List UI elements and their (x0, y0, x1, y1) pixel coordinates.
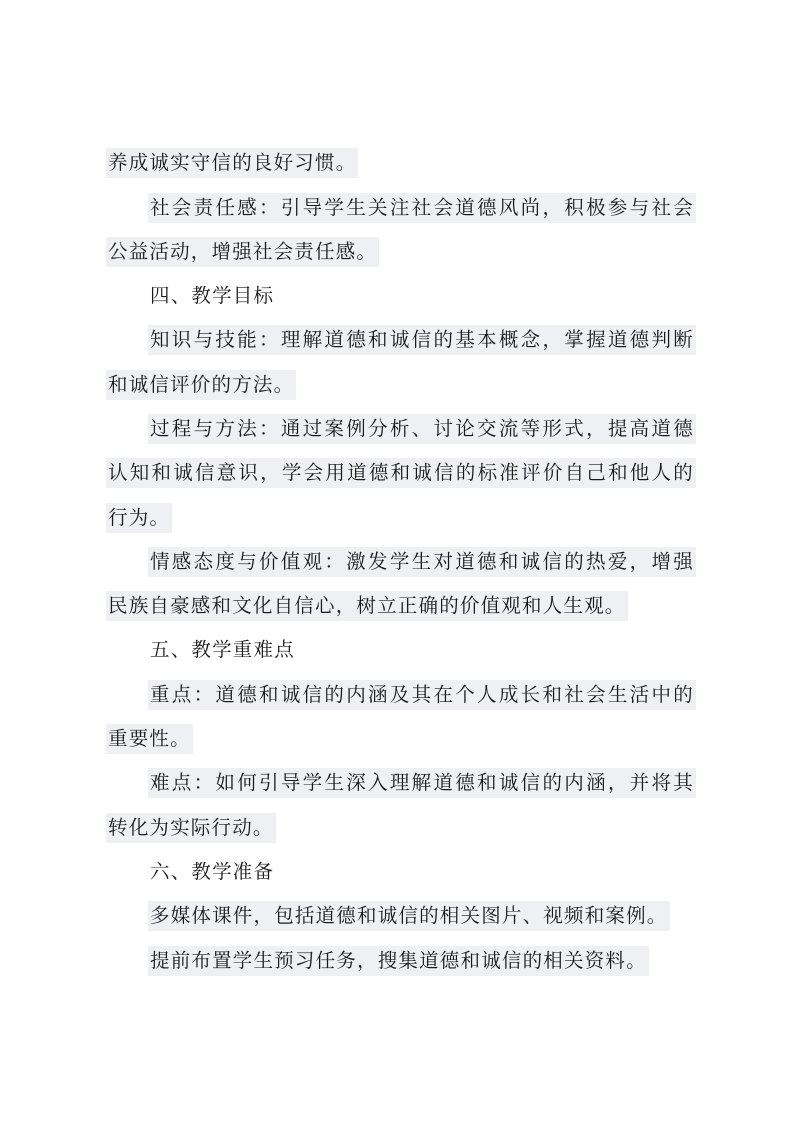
text-line (148, 193, 696, 223)
line-text: 多媒体课件，包括道德和诚信的相关图片、视频和案例。 (148, 901, 670, 931)
text-line (106, 503, 172, 533)
text-line (148, 325, 696, 355)
line-text: 难点：如何引导学生深入理解道德和诚信的内涵，并将其 (148, 768, 696, 798)
line-text: 和诚信评价的方法。 (106, 370, 296, 400)
text-line (106, 458, 696, 488)
line-text: 四、教学目标 (150, 284, 275, 307)
text-line (148, 946, 649, 976)
line-text: 认知和诚信意识，学会用道德和诚信的标准评价自己和他人的 (106, 458, 696, 488)
line-text: 知识与技能：理解道德和诚信的基本概念，掌握道德判断 (148, 325, 696, 355)
section-heading (148, 857, 276, 887)
line-text: 转化为实际行动。 (106, 813, 276, 843)
line-text: 重点：道德和诚信的内涵及其在个人成长和社会生活中的 (148, 680, 696, 710)
line-text: 民族自豪感和文化自信心，树立正确的价值观和人生观。 (106, 591, 628, 621)
text-line (106, 591, 628, 621)
text-line (106, 237, 379, 267)
line-text: 公益活动，增强社会责任感。 (106, 237, 379, 267)
text-line (106, 813, 276, 843)
line-text: 五、教学重难点 (150, 638, 295, 661)
text-line (148, 768, 696, 798)
text-line (106, 724, 193, 754)
section-heading (148, 281, 276, 311)
line-text: 行为。 (106, 503, 172, 533)
line-text: 过程与方法：通过案例分析、讨论交流等形式，提高道德 (148, 414, 696, 444)
line-text: 社会责任感：引导学生关注社会道德风尚，积极参与社会 (148, 193, 696, 223)
section-heading (148, 635, 297, 665)
text-line (148, 680, 696, 710)
text-line (148, 414, 696, 444)
line-text: 养成诚实守信的良好习惯。 (106, 148, 358, 178)
text-line (106, 370, 296, 400)
text-line (106, 148, 358, 178)
text-line (148, 901, 670, 931)
line-text: 六、教学准备 (150, 860, 275, 883)
line-text: 提前布置学生预习任务，搜集道德和诚信的相关资料。 (148, 946, 649, 976)
text-line (148, 547, 696, 577)
line-text: 重要性。 (106, 724, 193, 754)
line-text: 情感态度与价值观：激发学生对道德和诚信的热爱，增强 (148, 547, 696, 577)
